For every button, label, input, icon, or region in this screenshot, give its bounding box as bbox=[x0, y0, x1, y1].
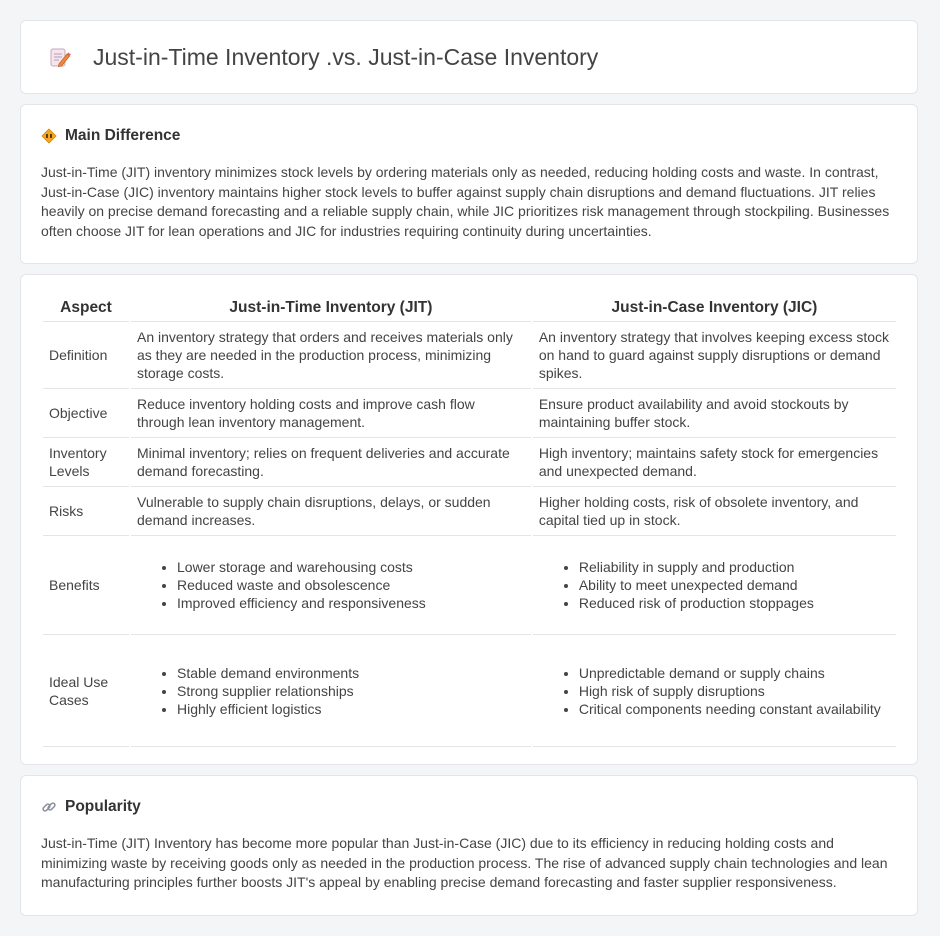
jit-benefits-list bbox=[137, 558, 525, 612]
diamond-sign-icon bbox=[41, 128, 57, 144]
popularity-title: Popularity bbox=[65, 798, 141, 815]
jit-cell: An inventory strategy that orders and receives materials only as they are needed in the production process, minimizing storage costs. bbox=[131, 322, 531, 389]
aspect-cell: Objective bbox=[43, 389, 129, 438]
table-row-ideal-use-cases bbox=[43, 635, 896, 747]
jic-cell: Higher holding costs, risk of obsolete inventory, and capital tied up in stock. bbox=[533, 487, 896, 536]
comparison-table-card bbox=[20, 274, 918, 765]
list-item: • Reduced waste and obsolescence bbox=[177, 576, 525, 594]
aspect-cell: Ideal Use Cases bbox=[43, 635, 129, 747]
list-item: • Ability to meet unexpected demand bbox=[579, 576, 890, 594]
list-item: • Stable demand environments bbox=[177, 664, 525, 682]
jic-cell bbox=[533, 536, 896, 635]
header-aspect: Aspect bbox=[43, 293, 129, 322]
header-jit: Just-in-Time Inventory (JIT) bbox=[131, 293, 531, 322]
table-row bbox=[43, 322, 896, 389]
main-difference-heading bbox=[41, 127, 897, 145]
list-item: • Strong supplier relationships bbox=[177, 682, 525, 700]
list-item: • High risk of supply disruptions bbox=[579, 682, 890, 700]
link-icon bbox=[41, 799, 57, 815]
jic-benefits-list bbox=[539, 558, 890, 612]
jic-cell: Ensure product availability and avoid stockouts by maintaining buffer stock. bbox=[533, 389, 896, 438]
page-title: Just-in-Time Inventory .vs. Just-in-Case Inventory bbox=[93, 43, 599, 70]
main-difference-title: Main Difference bbox=[65, 127, 181, 144]
aspect-cell: Benefits bbox=[43, 536, 129, 635]
table-row bbox=[43, 389, 896, 438]
table-row bbox=[43, 487, 896, 536]
jic-cell: An inventory strategy that involves keeping excess stock on hand to guard against supply disruptions or demand spikes. bbox=[533, 322, 896, 389]
list-item: • Unpredictable demand or supply chains bbox=[579, 664, 890, 682]
jit-ideal-list bbox=[137, 664, 525, 718]
jit-cell: Vulnerable to supply chain disruptions, delays, or sudden demand increases. bbox=[131, 487, 531, 536]
document-pencil-icon bbox=[49, 46, 71, 68]
table-row bbox=[43, 438, 896, 487]
popularity-heading bbox=[41, 798, 897, 816]
header-jic: Just-in-Case Inventory (JIC) bbox=[533, 293, 896, 322]
table-header-row bbox=[43, 293, 896, 322]
list-item: • Reduced risk of production stoppages bbox=[579, 594, 890, 612]
list-item: • Highly efficient logistics bbox=[177, 700, 525, 718]
main-difference-section bbox=[20, 104, 918, 264]
list-item: • Critical components needing constant availability bbox=[579, 700, 890, 718]
list-item: • Lower storage and warehousing costs bbox=[177, 558, 525, 576]
header-card bbox=[20, 20, 918, 94]
jit-cell: Minimal inventory; relies on frequent deliveries and accurate demand forecasting. bbox=[131, 438, 531, 487]
list-item: • Reliability in supply and production bbox=[579, 558, 890, 576]
main-difference-text: Just-in-Time (JIT) inventory minimizes stock levels by ordering materials only as needed, reducing holding costs and waste. In contrast, Just-in-Case (JIC) inventory maintains higher stock levels to buffer against supply chain disruptions and demand fluctuations. JIT relies heavily on precise demand forecasting and a reliable supply chain, while JIC prioritizes risk management through stockpiling. Businesses often choose JIT for lean operations and JIC for industries requiring continuity during uncertainties. bbox=[41, 164, 890, 239]
popularity-text: Just-in-Time (JIT) Inventory has become more popular than Just-in-Case (JIC) due to its efficiency in reducing holding costs and minimizing waste by receiving goods only as needed in the production process. The rise of advanced supply chain technologies and lean manufacturing principles further boosts JIT's appeal by enabling precise demand forecasting and faster supplier responsiveness. bbox=[41, 835, 888, 891]
table-row-benefits bbox=[43, 536, 896, 635]
jic-cell: High inventory; maintains safety stock for emergencies and unexpected demand. bbox=[533, 438, 896, 487]
popularity-section bbox=[20, 775, 918, 916]
jit-cell bbox=[131, 536, 531, 635]
list-item: • Improved efficiency and responsiveness bbox=[177, 594, 525, 612]
jic-ideal-list bbox=[539, 664, 890, 718]
aspect-cell: Definition bbox=[43, 322, 129, 389]
jit-cell: Reduce inventory holding costs and improve cash flow through lean inventory management. bbox=[131, 389, 531, 438]
aspect-cell: Inventory Levels bbox=[43, 438, 129, 487]
jit-cell bbox=[131, 635, 531, 747]
aspect-cell: Risks bbox=[43, 487, 129, 536]
comparison-table bbox=[41, 293, 898, 747]
jic-cell bbox=[533, 635, 896, 747]
